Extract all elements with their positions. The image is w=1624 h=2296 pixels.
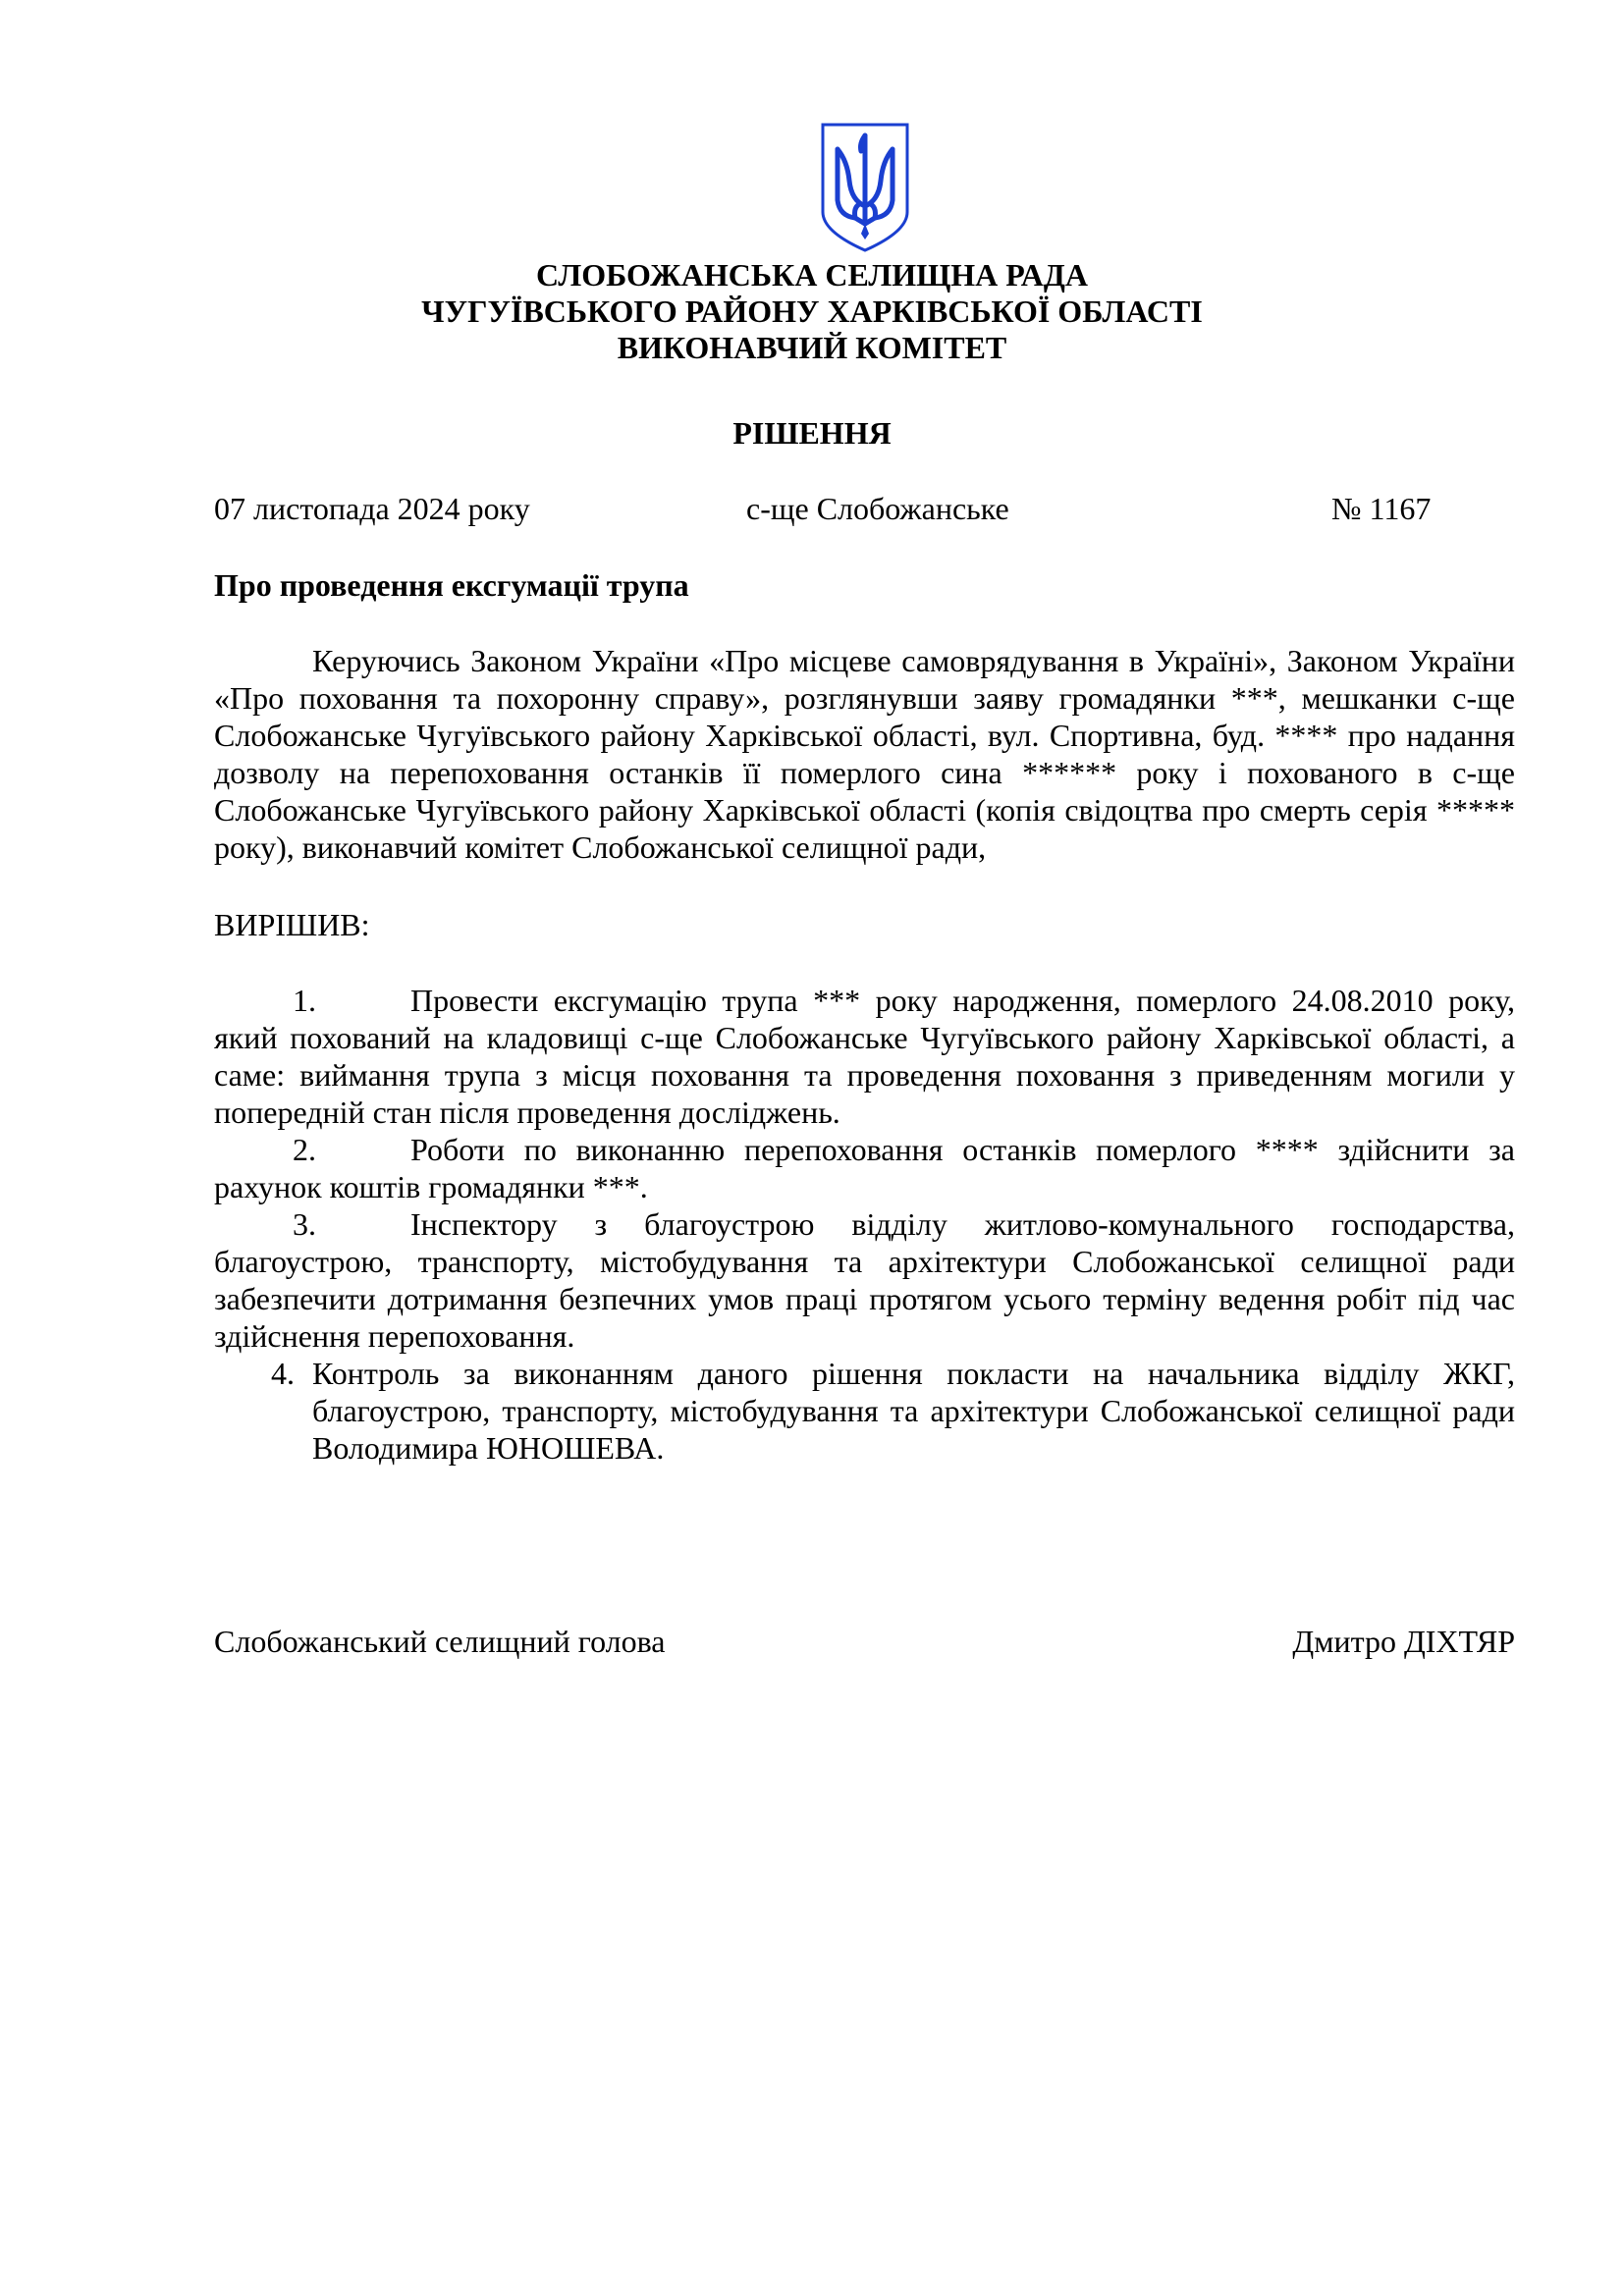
decision-number: № 1167	[1331, 491, 1432, 526]
preamble-paragraph: Керуючись Законом України «Про місцеве самоврядування в Україні», Законом України «Про поховання та похоронну справу», розглянувши заяву громадянки ***, мешканки с-ще Слобожанське Чугуївського району Харківської області, вул. Спортивна, буд. **** про надання дозволу на перепоховання останків її померлого сина ****** року і похованого в с-ще Слобожанське Чугуївського району Харківської області (копія свідоцтва про смерть серія ***** року), виконавчий комітет Слобожанської селищної ради,	[214, 643, 1515, 865]
signatory-position: Слобожанський селищний голова	[214, 1624, 666, 1659]
item-number: 4.	[271, 1356, 295, 1391]
item-text: Інспектору з благоустрою відділу житлово-комунального господарства, благоустрою, транспорту, містобудування та архітектури Слобожанської селищної ради забезпечити дотримання безпечних умов праці протягом усього терміну ведення робіт під час здійснення перепоховання.	[214, 1206, 1515, 1354]
resolution-item	[214, 1355, 1515, 1467]
document-title: РІШЕННЯ	[732, 415, 892, 451]
header-council-name: СЛОБОЖАНСЬКА СЕЛИЩНА РАДА	[536, 257, 1088, 293]
resolution-item	[214, 982, 1515, 1131]
item-number: 1.	[293, 983, 316, 1018]
item-text: Провести ексгумацію трупа *** року народження, померлого 24.08.2010 року, який похований на кладовищі с-ще Слобожанське Чугуївського району Харківської області, а саме: виймання трупа з місця поховання та проведення поховання з приведенням могили у попередній стан після проведення досліджень.	[214, 983, 1515, 1130]
decision-place: с-ще Слобожанське	[746, 491, 1009, 526]
institution-header	[0, 257, 1624, 366]
resolved-heading: ВИРІШИВ:	[214, 907, 370, 942]
resolution-item	[214, 1205, 1515, 1355]
header-district-name: ЧУГУЇВСЬКОГО РАЙОНУ ХАРКІВСЬКОЇ ОБЛАСТІ	[421, 294, 1203, 329]
item-text: Роботи по виконанню перепоховання останків померлого **** здійснити за рахунок коштів громадянки ***.	[214, 1132, 1515, 1204]
item-number: 3.	[293, 1206, 316, 1242]
resolution-items	[214, 982, 1515, 1467]
decision-subject: Про проведення ексгумації трупа	[214, 567, 689, 603]
item-number: 2.	[293, 1132, 316, 1167]
trident-emblem-icon	[820, 122, 910, 253]
header-committee-name: ВИКОНАВЧИЙ КОМІТЕТ	[617, 330, 1007, 365]
resolution-item	[214, 1131, 1515, 1205]
signatory-name: Дмитро ДІХТЯР	[1292, 1624, 1515, 1659]
decision-date: 07 листопада 2024 року	[214, 491, 530, 526]
item-text: Контроль за виконанням даного рішення покласти на начальника відділу ЖКГ, благоустрою, транспорту, містобудування та архітектури Слобожанської селищної ради Володимира ЮНОШЕВА.	[312, 1356, 1515, 1466]
